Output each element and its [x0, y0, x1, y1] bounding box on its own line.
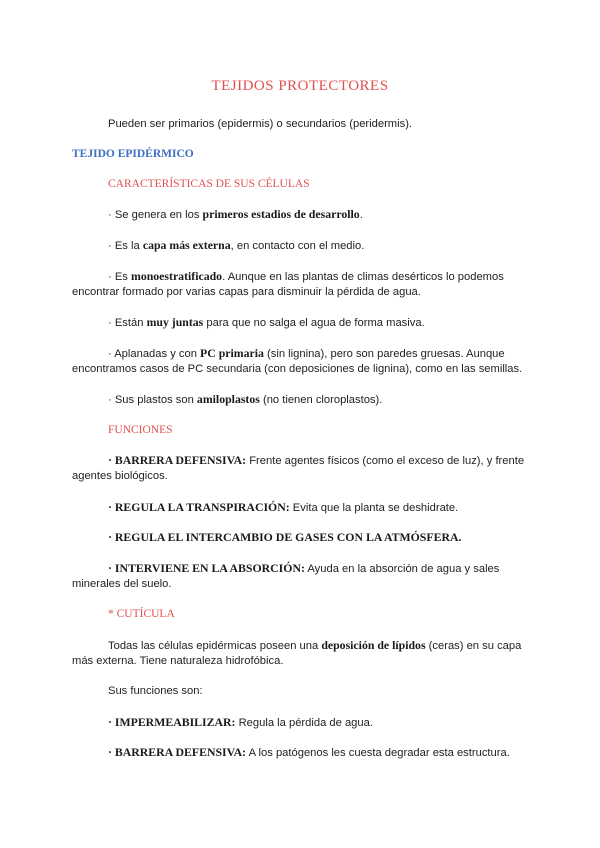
- characteristic-2: · Es la capa más externa, en contacto con el medio.: [108, 238, 365, 252]
- subheading-cuticula: * CUTÍCULA: [108, 608, 175, 620]
- characteristic-5: · Aplanadas y con PC primaria (sin lignina), pero son paredes gruesas. Aunque: [108, 346, 505, 360]
- page-title: TEJIDOS PROTECTORES: [211, 78, 389, 94]
- subheading-caracteristicas: CARACTERÍSTICAS DE SUS CÉLULAS: [108, 178, 310, 190]
- cuticula-function-2: · BARRERA DEFENSIVA: A los patógenos les cuesta degradar esta estructura.: [108, 745, 510, 759]
- cuticula-functions-intro: Sus funciones son:: [108, 685, 203, 697]
- intro-text: Pueden ser primarios (epidermis) o secundarios (peridermis).: [108, 118, 413, 130]
- subheading-funciones: FUNCIONES: [108, 424, 173, 436]
- characteristic-5-line2: encontramos casos de PC secundaria (con deposiciones de lignina), como en las semillas.: [72, 363, 523, 375]
- section-heading-epidermico: TEJIDO EPIDÉRMICO: [72, 148, 194, 160]
- characteristic-4: · Están muy juntas para que no salga el agua de forma masiva.: [108, 315, 425, 329]
- function-2: · REGULA LA TRANSPIRACIÓN: Evita que la planta se deshidrate.: [108, 500, 459, 514]
- characteristic-3-line2: encontrar formado por varias capas para disminuir la pérdida de agua.: [72, 286, 421, 298]
- function-1: · BARRERA DEFENSIVA: Frente agentes físicos (como el exceso de luz), y frente: [108, 453, 525, 467]
- characteristic-3: · Es monoestratificado. Aunque en las plantas de climas desérticos lo podemos: [108, 269, 504, 283]
- cuticula-paragraph-line2: más externa. Tiene naturaleza hidrofóbica.: [72, 655, 284, 667]
- cuticula-paragraph: Todas las células epidérmicas poseen una deposición de lípidos (ceras) en su capa: [108, 638, 522, 652]
- function-1-line2: agentes biológicos.: [72, 470, 168, 482]
- characteristic-6: · Sus plastos son amiloplastos (no tienen cloroplastos).: [108, 392, 383, 406]
- function-4-line2: minerales del suelo.: [72, 578, 172, 590]
- function-4: · INTERVIENE EN LA ABSORCIÓN: Ayuda en la absorción de agua y sales: [108, 561, 500, 575]
- characteristic-1: · Se genera en los primeros estadios de desarrollo.: [108, 207, 363, 221]
- cuticula-function-1: · IMPERMEABILIZAR: Regula la pérdida de agua.: [108, 715, 373, 729]
- function-3: · REGULA EL INTERCAMBIO DE GASES CON LA ATMÓSFERA.: [108, 530, 462, 544]
